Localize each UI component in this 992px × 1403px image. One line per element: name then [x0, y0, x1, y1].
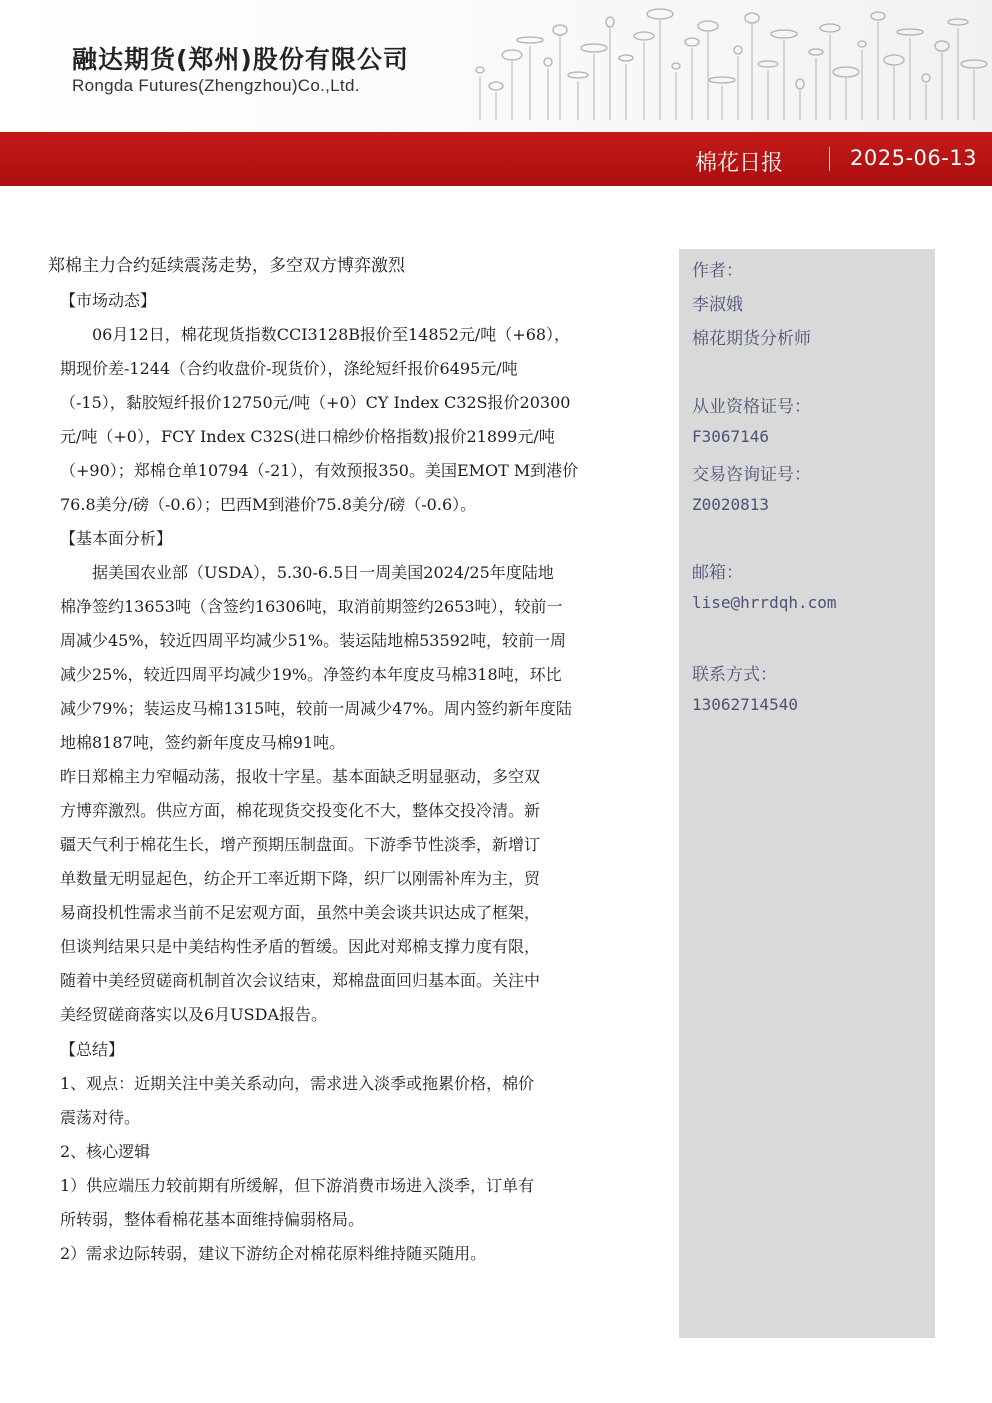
decor-ring [553, 25, 567, 35]
article-title: 郑棉主力合约延续震荡走势，多空双方博弈激烈 [48, 256, 405, 276]
banner-divider [829, 147, 830, 171]
decor-ring [709, 77, 735, 83]
report-header [0, 0, 992, 132]
decor-ring [771, 30, 797, 38]
contact-phone: 13062714540 [692, 695, 798, 714]
article-line: 减少79%；装运皮马棉1315吨，较前一周减少47%。周内签约新年度陆 [60, 699, 572, 718]
decor-ring [619, 55, 633, 61]
article-line: 周减少45%，较近四周平均减少51%。装运陆地棉53592吨，较前一周 [60, 631, 567, 650]
article-line: 【总结】 [60, 1040, 125, 1059]
article-line: 【市场动态】 [60, 291, 157, 310]
decor-ring [502, 50, 522, 60]
decor-ring [698, 21, 718, 31]
email-address[interactable]: lise@hrrdqh.com [692, 593, 837, 612]
report-date: 2025-06-13 [850, 146, 978, 170]
decor-ring [922, 74, 930, 82]
article-line: 地棉8187吨，签约新年度皮马棉91吨。 [60, 733, 346, 752]
article-line: 震荡对待。 [60, 1108, 141, 1127]
decor-ring [634, 32, 654, 40]
author-title: 棉花期货分析师 [692, 329, 811, 349]
decor-ring [734, 46, 742, 54]
decor-ring [544, 58, 552, 66]
decor-ring [758, 61, 778, 67]
decor-ring [833, 67, 859, 77]
article-line: 单数量无明显起色，纺企开工率近期下降，织厂以刚需补库为主，贸 [60, 869, 541, 888]
contact-label: 联系方式： [692, 665, 777, 685]
decor-ring [672, 63, 680, 69]
article-line: 据美国农业部（USDA），5.30-6.5日一周美国2024/25年度陆地 [60, 563, 554, 582]
decor-ring [809, 49, 823, 55]
decor-ring [897, 29, 923, 35]
article-line: 疆天气利于棉花生长，增产预期压制盘面。下游季节性淡季，新增订 [60, 835, 541, 854]
article-line: 减少25%，较近四周平均减少19%。净签约本年度皮马棉318吨，环比 [60, 665, 562, 684]
article-line: 易商投机性需求当前不足宏观方面，虽然中美会谈共识达成了框架， [60, 903, 541, 922]
header-decoration [460, 0, 992, 132]
article-line: 所转弱，整体看棉花基本面维持偏弱格局。 [60, 1210, 365, 1229]
decor-ring [884, 55, 904, 65]
article-line: （+90）；郑棉仓单10794（-21），有效预报350。美国EMOT M到港价 [60, 461, 579, 480]
qualification-label: 从业资格证号： [692, 397, 811, 417]
report-type: 棉花日报 [695, 151, 784, 176]
article-line: 随着中美经贸磋商机制首次会议结束，郑棉盘面回归基本面。关注中 [60, 971, 541, 990]
article-line: 但谈判结果只是中美结构性矛盾的暂缓。因此对郑棉支撑力度有限， [60, 937, 541, 956]
article-line: 昨日郑棉主力窄幅动荡，报收十字星。基本面缺乏明显驱动，多空双 [60, 767, 541, 786]
decor-ring [858, 41, 866, 47]
article-line: 方博弈激烈。供应方面，棉花现货交投变化不大，整体交投冷清。新 [60, 801, 541, 820]
article-line: 【基本面分析】 [60, 529, 173, 548]
company-name-en: Rongda Futures(Zhengzhou)Co.,Ltd. [72, 76, 360, 95]
decor-ring [871, 12, 885, 20]
decor-ring [948, 19, 968, 25]
author-name: 李淑娥 [692, 295, 743, 315]
article-line: 2、核心逻辑 [60, 1142, 151, 1161]
decor-ring [961, 60, 987, 68]
decor-ring [685, 38, 699, 46]
consulting-label: 交易咨询证号： [692, 465, 811, 485]
decor-ring [476, 67, 484, 73]
article-line: 期现价差-1244（合约收盘价-现货价），涤纶短纤报价6495元/吨 [60, 359, 518, 378]
author-label: 作者： [692, 261, 743, 281]
article-line: 棉净签约13653吨（含签约16306吨，取消前期签约2653吨），较前一 [60, 597, 563, 616]
decor-ring [606, 17, 614, 27]
decor-ring [796, 79, 804, 89]
article-line: 06月12日，棉花现货指数CCI3128B报价至14852元/吨（+68）， [60, 325, 571, 344]
decor-ring [935, 41, 949, 51]
decor-ring [745, 13, 759, 23]
article-line: 美经贸磋商落实以及6月USDA报告。 [60, 1005, 328, 1024]
qualification-number: F3067146 [692, 427, 770, 446]
article-line: 76.8美分/磅（-0.6）；巴西M到港价75.8美分/磅（-0.6）。 [60, 495, 477, 514]
decor-ring [820, 24, 840, 32]
decor-ring [517, 37, 543, 43]
email-label: 邮箱： [692, 563, 743, 583]
article-line: 元/吨（+0），FCY Index C32S(进口棉纱价格指数)报价21899元/吨 [60, 427, 555, 446]
consulting-number: Z0020813 [692, 495, 770, 514]
decor-ring [489, 82, 503, 90]
article-line: 1）供应端压力较前期有所缓解，但下游消费市场进入淡季，订单有 [60, 1176, 535, 1195]
decor-ring [647, 9, 673, 19]
decor-ring [568, 72, 588, 78]
article-line: 1、观点：近期关注中美关系动向，需求进入淡季或拖累价格，棉价 [60, 1074, 535, 1093]
report-banner [0, 132, 992, 186]
article-line: 2）需求边际转弱，建议下游纺企对棉花原料维持随买随用。 [60, 1244, 487, 1263]
company-name-cn: 融达期货(郑州)股份有限公司 [72, 45, 409, 74]
decor-ring [581, 44, 607, 52]
article-line: （-15），黏胶短纤报价12750元/吨（+0）CY Index C32S报价20300 [60, 393, 571, 412]
